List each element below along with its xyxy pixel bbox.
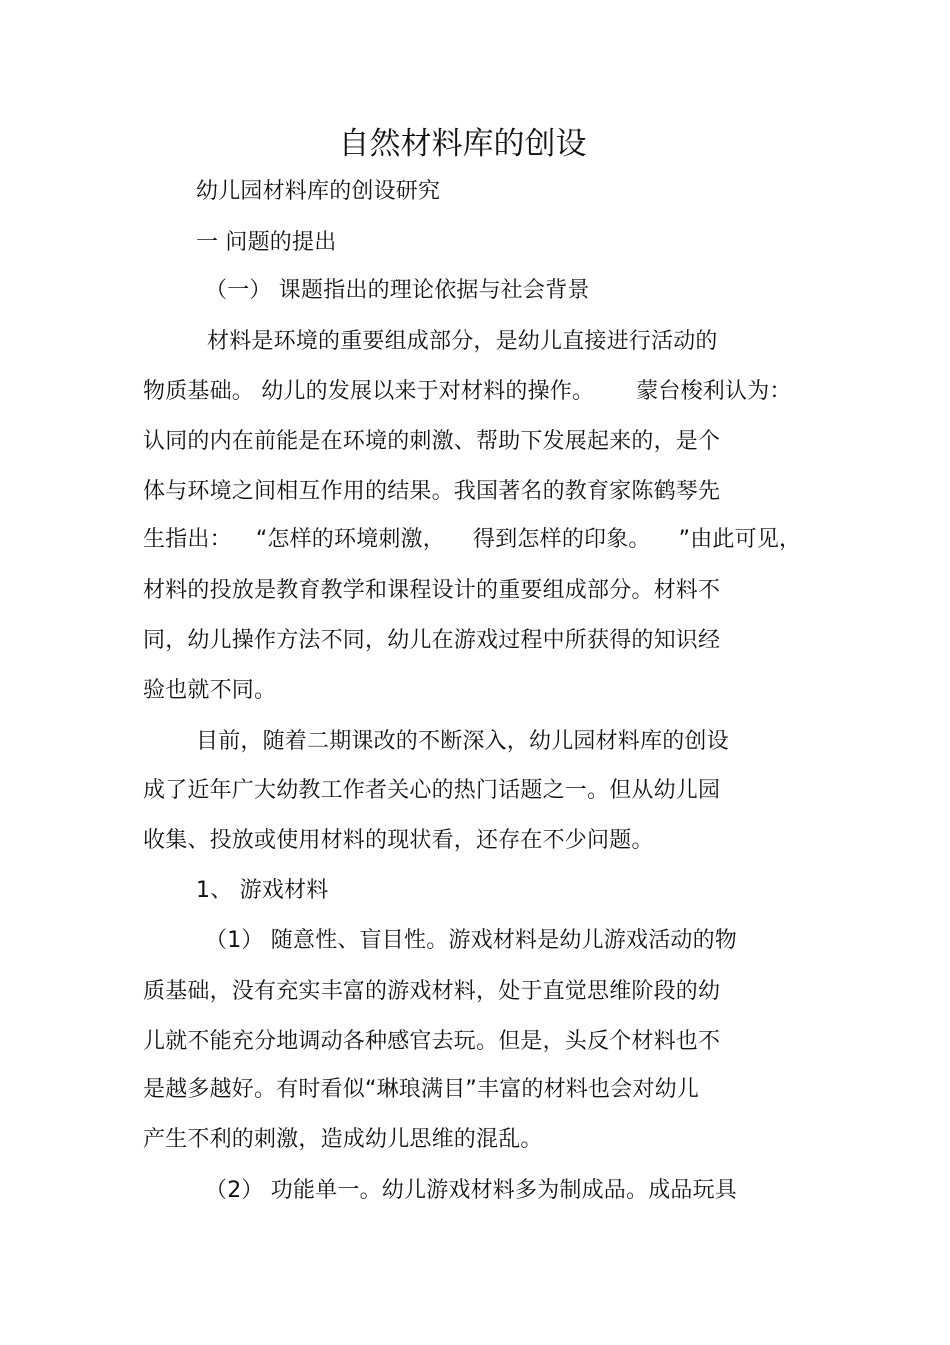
document-title: 自然材料库的创设 [338,126,587,162]
paragraph-segment: 蒙台梭利认为： [636,379,792,404]
paragraph-segment: ”由此可见， [678,527,802,552]
paragraph-line [143,525,801,555]
paragraph-segment: 生指出： [143,527,232,552]
paragraph-line: 目前，随着二期课改的不断深入，幼儿园材料库的创设 [196,729,729,754]
heading-problem-statement: 一 问题的提出 [196,230,337,255]
list-item-line: 产生不利的刺激，造成幼儿思维的混乱。 [143,1127,543,1152]
paragraph-line: 成了近年广大幼教工作者关心的热门话题之一。但从幼儿园 [143,778,721,803]
list-item-line: 儿就不能充分地调动各种感官去玩。但是，头反个材料也不 [143,1029,721,1054]
list-item-line: （1） 随意性、盲目性。游戏材料是幼儿游戏活动的物 [205,928,737,953]
paragraph-line: 材料的投放是教育教学和课程设计的重要组成部分。材料不 [143,578,721,603]
section-heading-game-materials: 1、 游戏材料 [196,878,329,903]
list-item-line: 质基础，没有充实丰富的游戏材料，处于直觉思维阶段的幼 [143,979,721,1004]
paragraph-line: 收集、投放或使用材料的现状看，还存在不少问题。 [143,828,654,853]
quote-segment: “怎样的环境刺激， [255,527,446,552]
paragraph-line: 材料是环境的重要组成部分，是幼儿直接进行活动的 [207,329,718,354]
paragraph-line: 认同的内在前能是在环境的刺激、帮助下发展起来的，是个 [143,429,721,454]
paragraph-line: 验也就不同。 [143,678,277,703]
paragraph-segment: 物质基础。 幼儿的发展以来于对材料的操作。 [143,379,595,404]
document-subtitle: 幼儿园材料库的创设研究 [196,179,441,204]
paragraph-line: 同，幼儿操作方法不同，幼儿在游戏过程中所获得的知识经 [143,628,721,653]
paragraph-line [143,377,792,407]
list-item-line: （2） 功能单一。幼儿游戏材料多为制成品。成品玩具 [205,1178,737,1203]
list-item-line: 是越多越好。有时看似“琳琅满目”丰富的材料也会对幼儿 [143,1077,699,1102]
quote-segment: 得到怎样的印象。 [473,527,651,552]
paragraph-line: 体与环境之间相互作用的结果。我国著名的教育家陈鹤琴先 [143,479,721,504]
heading-theoretical-basis: （一） 课题指出的理论依据与社会背景 [205,278,590,303]
